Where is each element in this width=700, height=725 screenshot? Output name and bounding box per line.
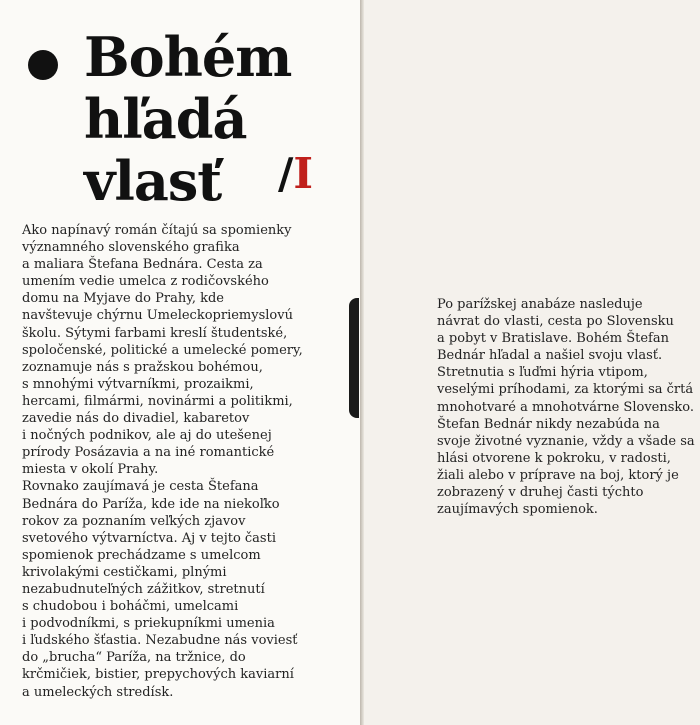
intro-line: spoločenské, politické a umelecké pomery, [22, 342, 303, 358]
intro-line: domu na Myjave do Prahy, kde [22, 291, 224, 307]
outro-line: a pobyt v Bratislave. Bohém Štefan [437, 331, 669, 347]
part-number: I [293, 149, 313, 198]
intro-line: krivolakými cestičkami, plnými [22, 564, 227, 580]
intro-line: svetového výtvarníctva. Aj v tejto časti [22, 530, 276, 546]
part-marker [278, 150, 313, 198]
intro-line: prírody Posázavia a na iné romantické [22, 445, 275, 461]
outro-line: Stretnutia s ľuďmi hýria vtipom, [437, 365, 648, 381]
outro-line: Bednár hľadal a našiel svoju vlasť. [437, 348, 663, 364]
title-bullet-dot [28, 50, 58, 80]
intro-line: hercami, filmármi, novinármi a politikmi, [22, 393, 293, 409]
outro-line: hlási otvorene k pokroku, v radosti, [437, 450, 671, 466]
outro-line: zaujímavých spomienok. [437, 502, 598, 518]
page-fold [360, 0, 364, 725]
intro-line: i ľudského šťastia. Nezabudne nás voviesť [22, 633, 298, 649]
outro-line: veselými príhodami, za ktorými sa črtá [437, 382, 694, 398]
outro-line: Štefan Bednár nikdy nezabúda na [437, 416, 660, 432]
outro-line: mnohotvaré a mnohotvárne Slovensko. [437, 399, 695, 415]
intro-paragraph [22, 222, 352, 701]
intro-line: krčmičiek, bistier, prepychových kaviarní [22, 667, 294, 683]
intro-line: navštevuje chýrnu Umeleckopriemyslovú [22, 308, 293, 324]
outro-line: zobrazený v druhej časti týchto [437, 485, 644, 501]
outro-line: návrat do vlasti, cesta po Slovensku [437, 314, 674, 330]
intro-line: zavedie nás do divadiel, kabaretov [22, 411, 250, 427]
intro-line: a umeleckých stredísk. [22, 684, 174, 700]
outro-line: Po parížskej anabáze nasleduje [437, 297, 643, 312]
title-line-1: Bohém [84, 25, 292, 89]
outro-line: svoje životné vyznanie, vždy a všade sa [437, 433, 695, 449]
intro-line: nezabudnuteľných zážitkov, stretnutí [22, 581, 265, 597]
intro-line: Rovnako zaujímavá je cesta Štefana [22, 479, 259, 495]
intro-line: s mnohými výtvarníkmi, prozaikmi, [22, 376, 254, 392]
intro-line: Ako napínavý román čítajú sa spomienky [22, 223, 292, 238]
intro-line: a maliara Štefana Bednára. Cesta za [22, 257, 263, 273]
title-line-3: vlasť [84, 149, 222, 213]
intro-line: do „brucha“ Paríža, na tržnice, do [22, 650, 246, 666]
title-line-2: hľadá [84, 87, 247, 151]
intro-line: i podvodníkmi, s priekupníkmi umenia [22, 616, 275, 632]
intro-line: umením vedie umelca z rodičovského [22, 274, 269, 290]
intro-line: školu. Sýtymi farbami kreslí študentské, [22, 325, 288, 341]
intro-line: s chudobou i boháčmi, umelcami [22, 599, 239, 615]
intro-line: rokov za poznaním veľkých zjavov [22, 513, 246, 529]
outro-paragraph [437, 296, 695, 518]
intro-line: miesta v okolí Prahy. [22, 462, 159, 478]
part-slash: / [278, 149, 294, 198]
intro-line: Bednára do Paríža, kde ide na niekoľko [22, 496, 280, 512]
intro-line: i nočných podnikov, ale aj do utešenej [22, 428, 272, 444]
outro-line: žiali alebo v príprave na boj, ktorý je [437, 467, 679, 483]
intro-line: spomienok prechádzame s umelcom [22, 547, 261, 563]
intro-line: významného slovenského grafika [22, 240, 240, 256]
intro-line: zoznamuje nás s pražskou bohémou, [22, 359, 263, 375]
